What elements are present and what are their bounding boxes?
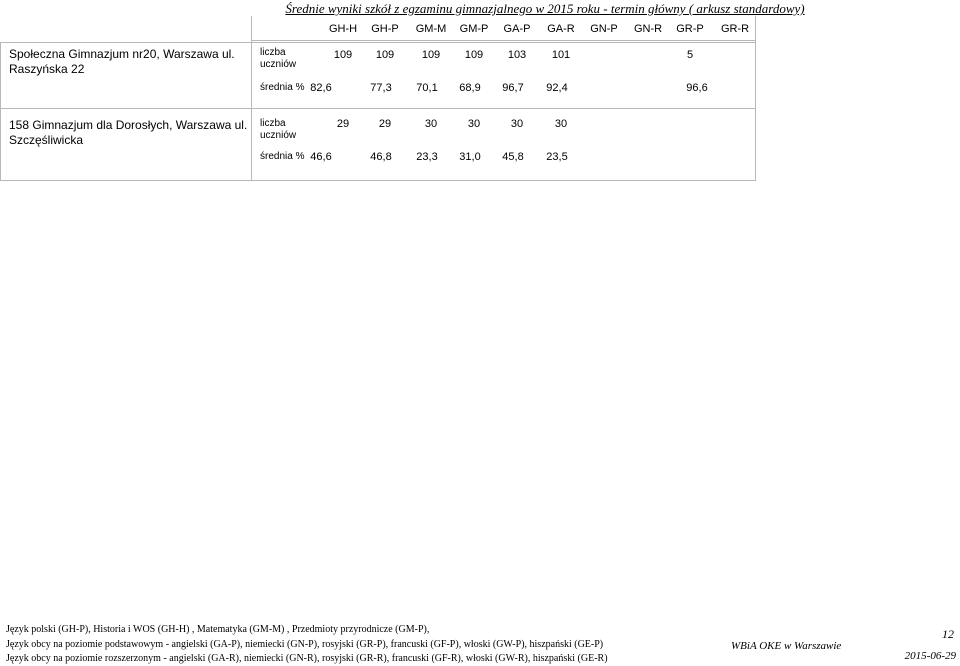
- average-cell: 23,5: [546, 151, 568, 163]
- average-cell: 23,3: [416, 151, 438, 163]
- count-label: liczba uczniów: [260, 47, 297, 70]
- column-header-gm-p: GM-P: [459, 23, 489, 35]
- count-cell: 109: [421, 49, 441, 61]
- footer-legend-line: Język obcy na poziomie rozszerzonym - angielski (GA-R), niemiecki (GN-R), rosyjski (GR-R), francuski (GF-R), włoski (GW-R), hiszpański (GE-R): [6, 653, 608, 664]
- footer-legend-line: Język obcy na poziomie podstawowym - angielski (GA-P), niemiecki (GN-P), rosyjski (GR-P), francuski (GF-P), włoski (GW-P), hiszpański (GE-P): [6, 639, 604, 650]
- average-cell: 45,8: [502, 151, 524, 163]
- average-cell: 77,3: [370, 82, 392, 94]
- average-cell: 46,6: [310, 151, 332, 163]
- column-header-gr-r: GR-R: [720, 23, 750, 35]
- average-cell: 31,0: [459, 151, 481, 163]
- column-header-ga-r: GA-R: [547, 23, 575, 35]
- count-cell: 103: [507, 49, 527, 61]
- count-cell: 5: [686, 49, 694, 61]
- column-header-gh-p: GH-P: [371, 23, 399, 35]
- average-cell: 70,1: [416, 82, 438, 94]
- table-border-right: [755, 16, 756, 180]
- row-divider: [0, 42, 756, 43]
- column-header-gm-m: GM-M: [415, 23, 447, 35]
- count-cell: 109: [375, 49, 395, 61]
- school-name: Społeczna Gimnazjum nr20, Warszawa ul. Raszyńska 22: [9, 47, 235, 76]
- average-label: średnia %: [260, 82, 305, 93]
- count-cell: 29: [378, 118, 392, 130]
- average-cell: 92,4: [546, 82, 568, 94]
- count-cell: 109: [333, 49, 353, 61]
- count-label: liczba uczniów: [260, 118, 297, 141]
- count-cell: 101: [551, 49, 571, 61]
- page-number: 12: [942, 627, 954, 641]
- organization-name: WBiA OKE w Warszawie: [731, 640, 842, 652]
- column-divider: [251, 16, 252, 180]
- count-cell: 30: [554, 118, 568, 130]
- row-divider: [0, 180, 756, 181]
- footer-legend-line: Język polski (GH-P), Historia i WOS (GH-H) , Matematyka (GM-M) , Przedmioty przyrodnicze (GM-P),: [6, 624, 430, 635]
- row-divider: [0, 108, 756, 109]
- count-cell: 29: [336, 118, 350, 130]
- school-name: 158 Gimnazjum dla Dorosłych, Warszawa ul. Szczęśliwicka: [9, 118, 248, 147]
- count-cell: 30: [510, 118, 524, 130]
- table-border-left: [0, 42, 1, 180]
- header-divider: [251, 40, 756, 41]
- report-date: 2015-06-29: [904, 650, 956, 662]
- average-label: średnia %: [260, 151, 305, 162]
- column-header-ga-p: GA-P: [503, 23, 531, 35]
- column-header-gn-p: GN-P: [590, 23, 618, 35]
- average-cell: 46,8: [370, 151, 392, 163]
- count-cell: 109: [464, 49, 484, 61]
- count-cell: 30: [467, 118, 481, 130]
- average-cell: 82,6: [310, 82, 332, 94]
- column-header-gh-h: GH-H: [328, 23, 358, 35]
- count-cell: 30: [424, 118, 438, 130]
- average-cell: 68,9: [459, 82, 481, 94]
- average-cell: 96,7: [502, 82, 524, 94]
- report-title: Średnie wyniki szkół z egzaminu gimnazjalnego w 2015 roku - termin główny ( arkusz standardowy): [285, 1, 805, 16]
- column-header-gn-r: GN-R: [633, 23, 663, 35]
- average-cell: 96,6: [686, 82, 708, 94]
- column-header-gr-p: GR-P: [676, 23, 704, 35]
